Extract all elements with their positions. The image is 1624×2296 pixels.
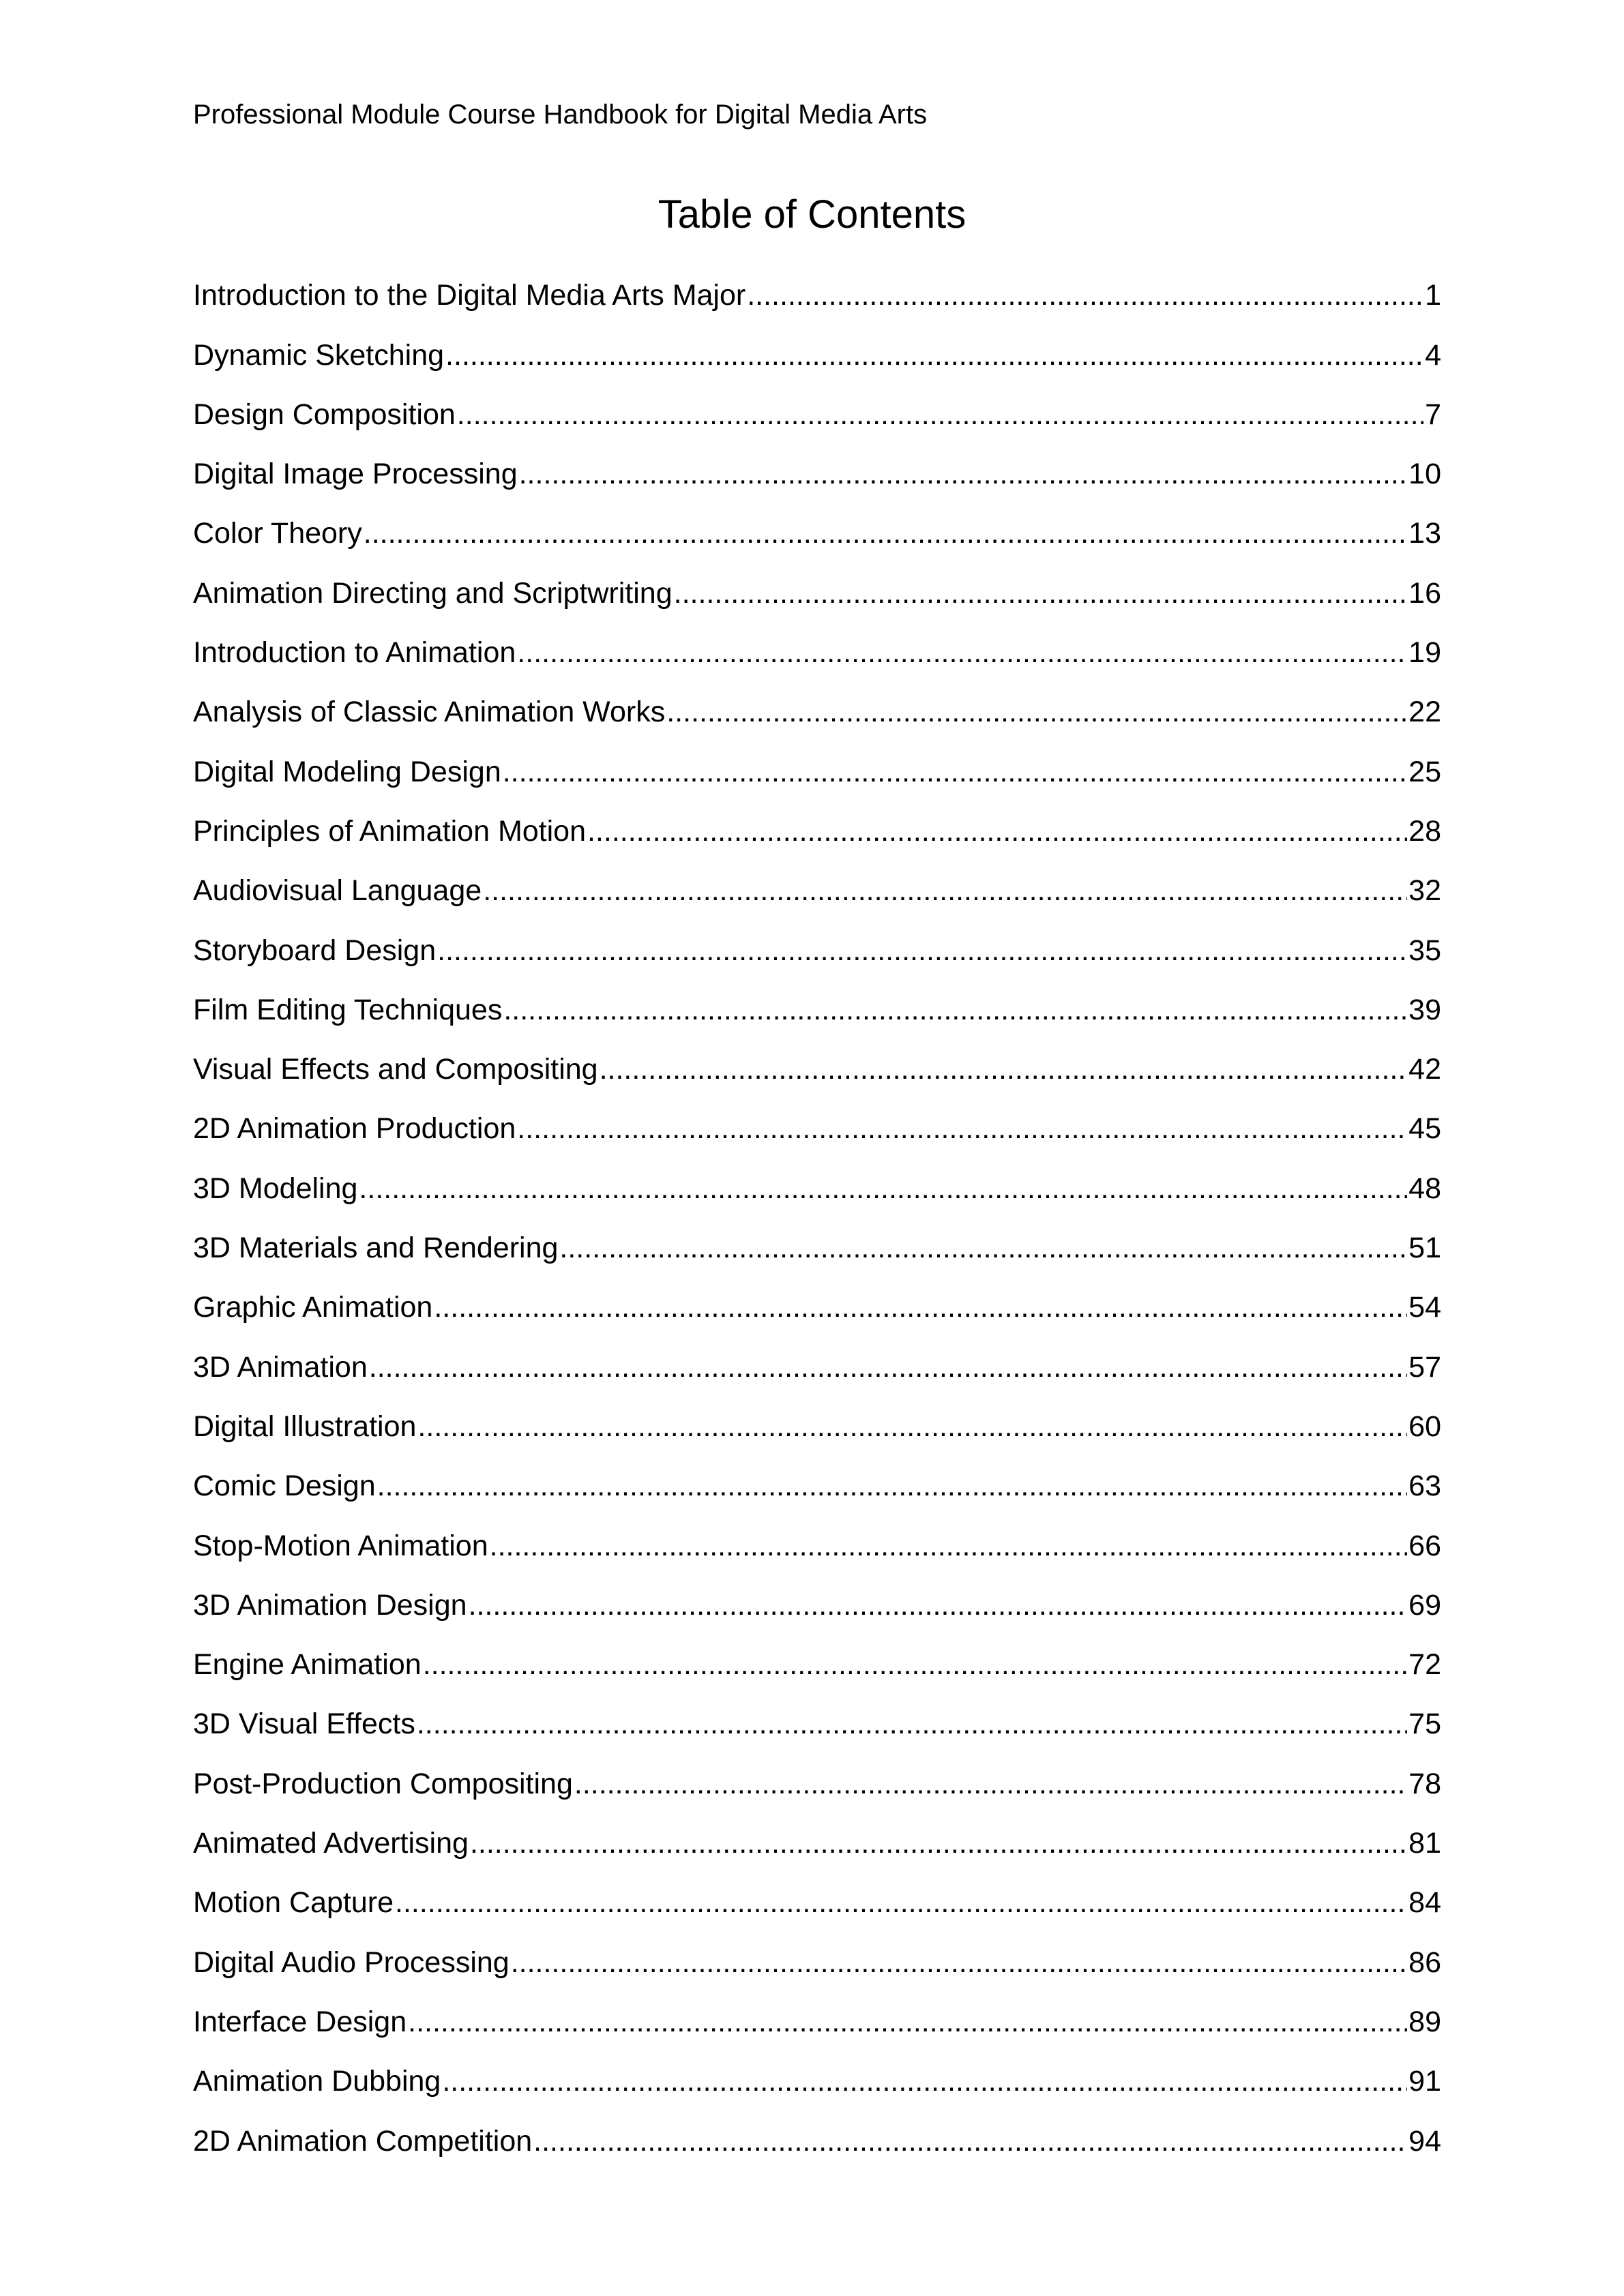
toc-page-number: 94 bbox=[1408, 2124, 1441, 2158]
toc-entry-title: 2D Animation Competition bbox=[193, 2124, 533, 2158]
toc-entry[interactable] bbox=[193, 1328, 1441, 1387]
toc-page-number: 81 bbox=[1408, 1827, 1441, 1860]
toc-entry[interactable] bbox=[193, 1030, 1441, 1090]
toc-page-number: 86 bbox=[1408, 1945, 1441, 1979]
toc-page-number: 16 bbox=[1408, 576, 1441, 610]
toc-entry[interactable] bbox=[193, 1685, 1441, 1744]
toc-entry[interactable] bbox=[193, 1864, 1441, 1923]
toc-dot-leader bbox=[490, 1525, 1408, 1566]
toc-entry[interactable] bbox=[193, 852, 1441, 911]
toc-dot-leader bbox=[417, 1406, 1407, 1447]
toc-page-number: 25 bbox=[1408, 755, 1441, 788]
toc-entry[interactable] bbox=[193, 1626, 1441, 1685]
toc-entry[interactable] bbox=[193, 673, 1441, 732]
toc-dot-leader bbox=[442, 2061, 1407, 2102]
toc-page-number: 57 bbox=[1408, 1350, 1441, 1384]
toc-entry-title: Comic Design bbox=[193, 1470, 376, 1503]
toc-entry-title: Interface Design bbox=[193, 2005, 407, 2038]
toc-entry[interactable] bbox=[193, 494, 1441, 554]
toc-entry[interactable] bbox=[193, 1388, 1441, 1447]
toc-entry-title: Stop-Motion Animation bbox=[193, 1529, 488, 1562]
toc-entry-title: Storyboard Design bbox=[193, 934, 437, 967]
toc-entry-title: Dynamic Sketching bbox=[193, 338, 445, 372]
toc-dot-leader bbox=[408, 2001, 1407, 2042]
toc-dot-leader bbox=[559, 1227, 1407, 1268]
toc-entry-title: Analysis of Classic Animation Works bbox=[193, 696, 666, 729]
toc-entry[interactable] bbox=[193, 1447, 1441, 1506]
toc-entry-title: Audiovisual Language bbox=[193, 874, 482, 908]
toc-entry-title: Post-Production Compositing bbox=[193, 1767, 573, 1800]
toc-entry[interactable] bbox=[193, 1149, 1441, 1208]
toc-page-number: 4 bbox=[1425, 338, 1441, 372]
toc-entry-title: Animation Dubbing bbox=[193, 2065, 441, 2098]
toc-entry[interactable] bbox=[193, 1209, 1441, 1268]
toc-dot-leader bbox=[470, 1823, 1407, 1864]
toc-page-number: 89 bbox=[1408, 2005, 1441, 2038]
toc-entry[interactable] bbox=[193, 2102, 1441, 2161]
toc-entry[interactable] bbox=[193, 614, 1441, 673]
toc-entry[interactable] bbox=[193, 1506, 1441, 1566]
toc-dot-leader bbox=[519, 453, 1408, 494]
toc-dot-leader bbox=[469, 1585, 1408, 1626]
toc-page-number: 72 bbox=[1408, 1648, 1441, 1682]
toc-dot-leader bbox=[503, 989, 1407, 1030]
toc-dot-leader bbox=[437, 930, 1407, 971]
toc-page-number: 48 bbox=[1408, 1172, 1441, 1205]
toc-entry[interactable] bbox=[193, 256, 1441, 316]
toc-page-number: 1 bbox=[1425, 279, 1441, 312]
toc-dot-leader bbox=[517, 1108, 1407, 1149]
toc-dot-leader bbox=[377, 1465, 1408, 1506]
toc-page-number: 84 bbox=[1408, 1886, 1441, 1920]
toc-entry-title: Graphic Animation bbox=[193, 1291, 433, 1324]
toc-page-number: 51 bbox=[1408, 1232, 1441, 1265]
toc-entry-title: Design Composition bbox=[193, 398, 456, 431]
toc-dot-leader bbox=[423, 1644, 1407, 1685]
toc-entry[interactable] bbox=[193, 971, 1441, 1030]
toc-entry-title: 2D Animation Production bbox=[193, 1112, 516, 1146]
toc-entry-title: Digital Image Processing bbox=[193, 458, 518, 491]
toc-entry-title: Digital Illustration bbox=[193, 1410, 417, 1443]
toc-page-number: 7 bbox=[1425, 398, 1441, 431]
toc-dot-leader bbox=[483, 870, 1407, 911]
toc-page-number: 78 bbox=[1408, 1767, 1441, 1800]
toc-entry[interactable] bbox=[193, 1090, 1441, 1149]
toc-dot-leader bbox=[503, 751, 1407, 792]
toc-entry-title: Introduction to the Digital Media Arts Major bbox=[193, 279, 746, 312]
toc-dot-leader bbox=[666, 691, 1407, 732]
toc-entry[interactable] bbox=[193, 554, 1441, 613]
toc-page-number: 54 bbox=[1408, 1291, 1441, 1324]
toc-dot-leader bbox=[417, 1703, 1407, 1744]
toc-dot-leader bbox=[511, 1942, 1407, 1983]
toc-page-number: 19 bbox=[1408, 636, 1441, 670]
toc-entry-title: 3D Visual Effects bbox=[193, 1708, 415, 1741]
toc-entry[interactable] bbox=[193, 1804, 1441, 1864]
toc-entry-title: Introduction to Animation bbox=[193, 636, 516, 670]
toc-entry[interactable] bbox=[193, 435, 1441, 494]
toc-dot-leader bbox=[434, 1287, 1407, 1328]
toc-dot-leader bbox=[600, 1049, 1408, 1090]
toc-page-number: 35 bbox=[1408, 934, 1441, 967]
toc-entry[interactable] bbox=[193, 1268, 1441, 1328]
toc-page-number: 42 bbox=[1408, 1053, 1441, 1086]
toc-entry[interactable] bbox=[193, 732, 1441, 792]
toc-dot-leader bbox=[674, 573, 1408, 614]
toc-entry[interactable] bbox=[193, 1744, 1441, 1804]
toc-entry-title: 3D Materials and Rendering bbox=[193, 1232, 559, 1265]
toc-entry-title: Principles of Animation Motion bbox=[193, 814, 587, 848]
toc-dot-leader bbox=[395, 1882, 1407, 1923]
toc-list bbox=[193, 256, 1441, 2162]
toc-entry-title: Film Editing Techniques bbox=[193, 993, 503, 1026]
toc-page-number: 91 bbox=[1408, 2065, 1441, 2098]
running-header: Professional Module Course Handbook for Digital Media Arts bbox=[193, 100, 928, 130]
toc-entry-title: 3D Modeling bbox=[193, 1172, 358, 1205]
toc-dot-leader bbox=[533, 2121, 1407, 2162]
toc-dot-leader bbox=[747, 275, 1423, 316]
toc-dot-leader bbox=[517, 632, 1407, 673]
toc-entry[interactable] bbox=[193, 1566, 1441, 1626]
toc-dot-leader bbox=[587, 811, 1407, 852]
toc-entry-title: Digital Audio Processing bbox=[193, 1945, 510, 1979]
toc-page-number: 63 bbox=[1408, 1470, 1441, 1503]
toc-entry-title: Color Theory bbox=[193, 517, 362, 550]
toc-dot-leader bbox=[359, 1168, 1407, 1209]
toc-page-number: 39 bbox=[1408, 993, 1441, 1026]
toc-title: Table of Contents bbox=[658, 192, 966, 237]
toc-entry[interactable] bbox=[193, 911, 1441, 970]
toc-entry-title: Visual Effects and Compositing bbox=[193, 1053, 598, 1086]
toc-page-number: 13 bbox=[1408, 517, 1441, 550]
toc-entry[interactable] bbox=[193, 792, 1441, 852]
toc-entry-title: 3D Animation bbox=[193, 1350, 368, 1384]
toc-entry-title: Animation Directing and Scriptwriting bbox=[193, 576, 673, 610]
toc-page-number: 28 bbox=[1408, 814, 1441, 848]
toc-dot-leader bbox=[364, 513, 1407, 554]
toc-page-number: 32 bbox=[1408, 874, 1441, 908]
toc-entry[interactable] bbox=[193, 316, 1441, 375]
toc-page-number: 10 bbox=[1408, 458, 1441, 491]
toc-page-number: 69 bbox=[1408, 1588, 1441, 1622]
toc-dot-leader bbox=[457, 394, 1423, 435]
toc-entry[interactable] bbox=[193, 1983, 1441, 2042]
toc-entry[interactable] bbox=[193, 376, 1441, 435]
toc-entry-title: Engine Animation bbox=[193, 1648, 422, 1682]
toc-page-number: 45 bbox=[1408, 1112, 1441, 1146]
toc-dot-leader bbox=[369, 1347, 1407, 1388]
toc-entry[interactable] bbox=[193, 1923, 1441, 1982]
toc-entry-title: 3D Animation Design bbox=[193, 1588, 467, 1622]
toc-page-number: 66 bbox=[1408, 1529, 1441, 1562]
toc-page-number: 22 bbox=[1408, 696, 1441, 729]
toc-entry[interactable] bbox=[193, 2042, 1441, 2102]
toc-entry-title: Motion Capture bbox=[193, 1886, 394, 1920]
toc-entry-title: Animated Advertising bbox=[193, 1827, 469, 1860]
toc-page-number: 60 bbox=[1408, 1410, 1441, 1443]
toc-dot-leader bbox=[574, 1763, 1407, 1804]
toc-dot-leader bbox=[445, 335, 1423, 376]
toc-entry-title: Digital Modeling Design bbox=[193, 755, 501, 788]
toc-page-number: 75 bbox=[1408, 1708, 1441, 1741]
